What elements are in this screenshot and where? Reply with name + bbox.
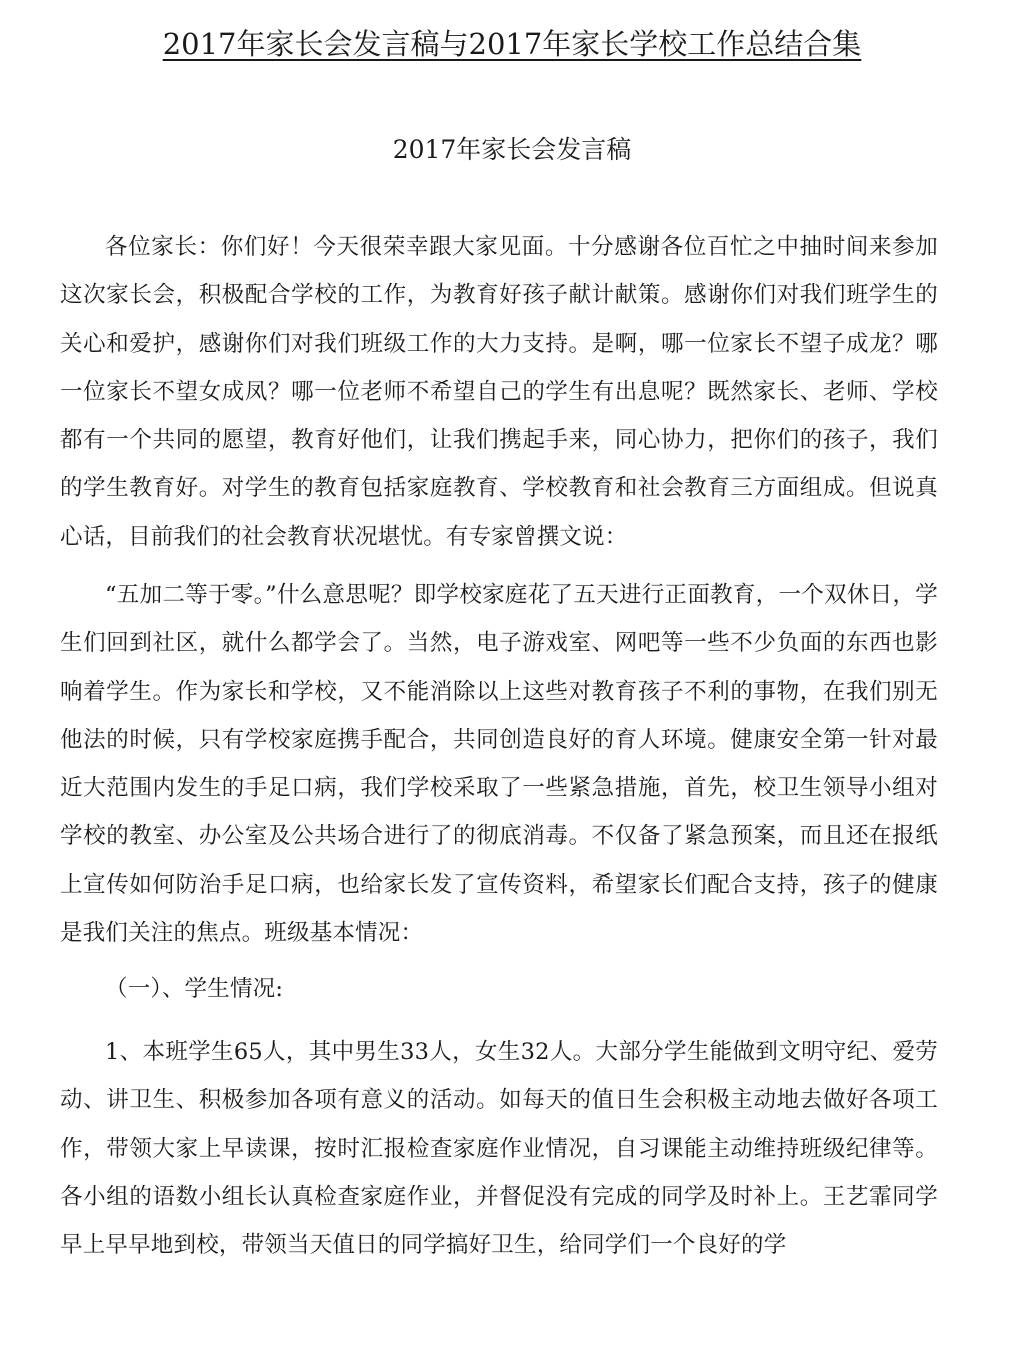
paragraph-greeting: 各位家长：你们好！今天很荣幸跟大家见面。十分感谢各位百忙之中抽时间来参加这次家长会，积极配合学校的工作，为教育好孩子献计献策。感谢你们对我们班学生的关心和爱护，感谢你们对我们班级工作的大力支持。是啊，哪一位家长不望子成龙？哪一位家长不望女成凤？哪一位老师不希望自己的学生有出息呢？既然家长、老师、学校都有一个共同的愿望，教育好他们，让我们携起手来，同心协力，把你们的孩子，我们的学生教育好。对学生的教育包括家庭教育、学校教育和社会教育三方面组成。但说真心话，目前我们的社会教育状况堪忧。有专家曾撰文说： xyxy=(60,234,938,550)
paragraph-five-plus-two: “五加二等于零。”什么意思呢？即学校家庭花了五天进行正面教育，一个双休日，学生们回到社区，就什么都学会了。当然，电子游戏室、网吧等一些不少负面的东西也影响着学生。作为家长和学校，又不能消除以上这些对教育孩子不利的事物，在我们别无他法的时候，只有学校家庭携手配合，共同创造良好的育人环境。健康安全第一针对最近大范围内发生的手足口病，我们学校采取了一些紧急措施，首先，校卫生领导小组对学校的教室、办公室及公共场合进行了的彻底消毒。不仅备了紧急预案，而且还在报纸上宣传如何防治手足口病，也给家长发了宣传资料，希望家长们配合支持，孩子的健康是我们关注的焦点。班级基本情况： xyxy=(60,582,938,947)
paragraph-class-info: 1、本班学生65人，其中男生33人，女生32人。大部分学生能做到文明守纪、爱劳动、讲卫生、积极参加各项有意义的活动。如每天的值日生会积极主动地去做好各项工作，带领大家上早读课，按时汇报检查家庭作业情况，自习课能主动维持班级纪律等。各小组的语数小组长认真检查家庭作业，并督促没有完成的同学及时补上。王艺霏同学早上早早地到校，带领当天值日的同学搞好卫生，给同学们一个良好的学 xyxy=(60,1039,938,1259)
subheading-student-situation: （一）、学生情况: xyxy=(105,976,284,1002)
section-title: 2017年家长会发言稿 xyxy=(392,135,632,164)
document-title: 2017年家长会发言稿与2017年家长学校工作总结合集 xyxy=(162,27,862,61)
